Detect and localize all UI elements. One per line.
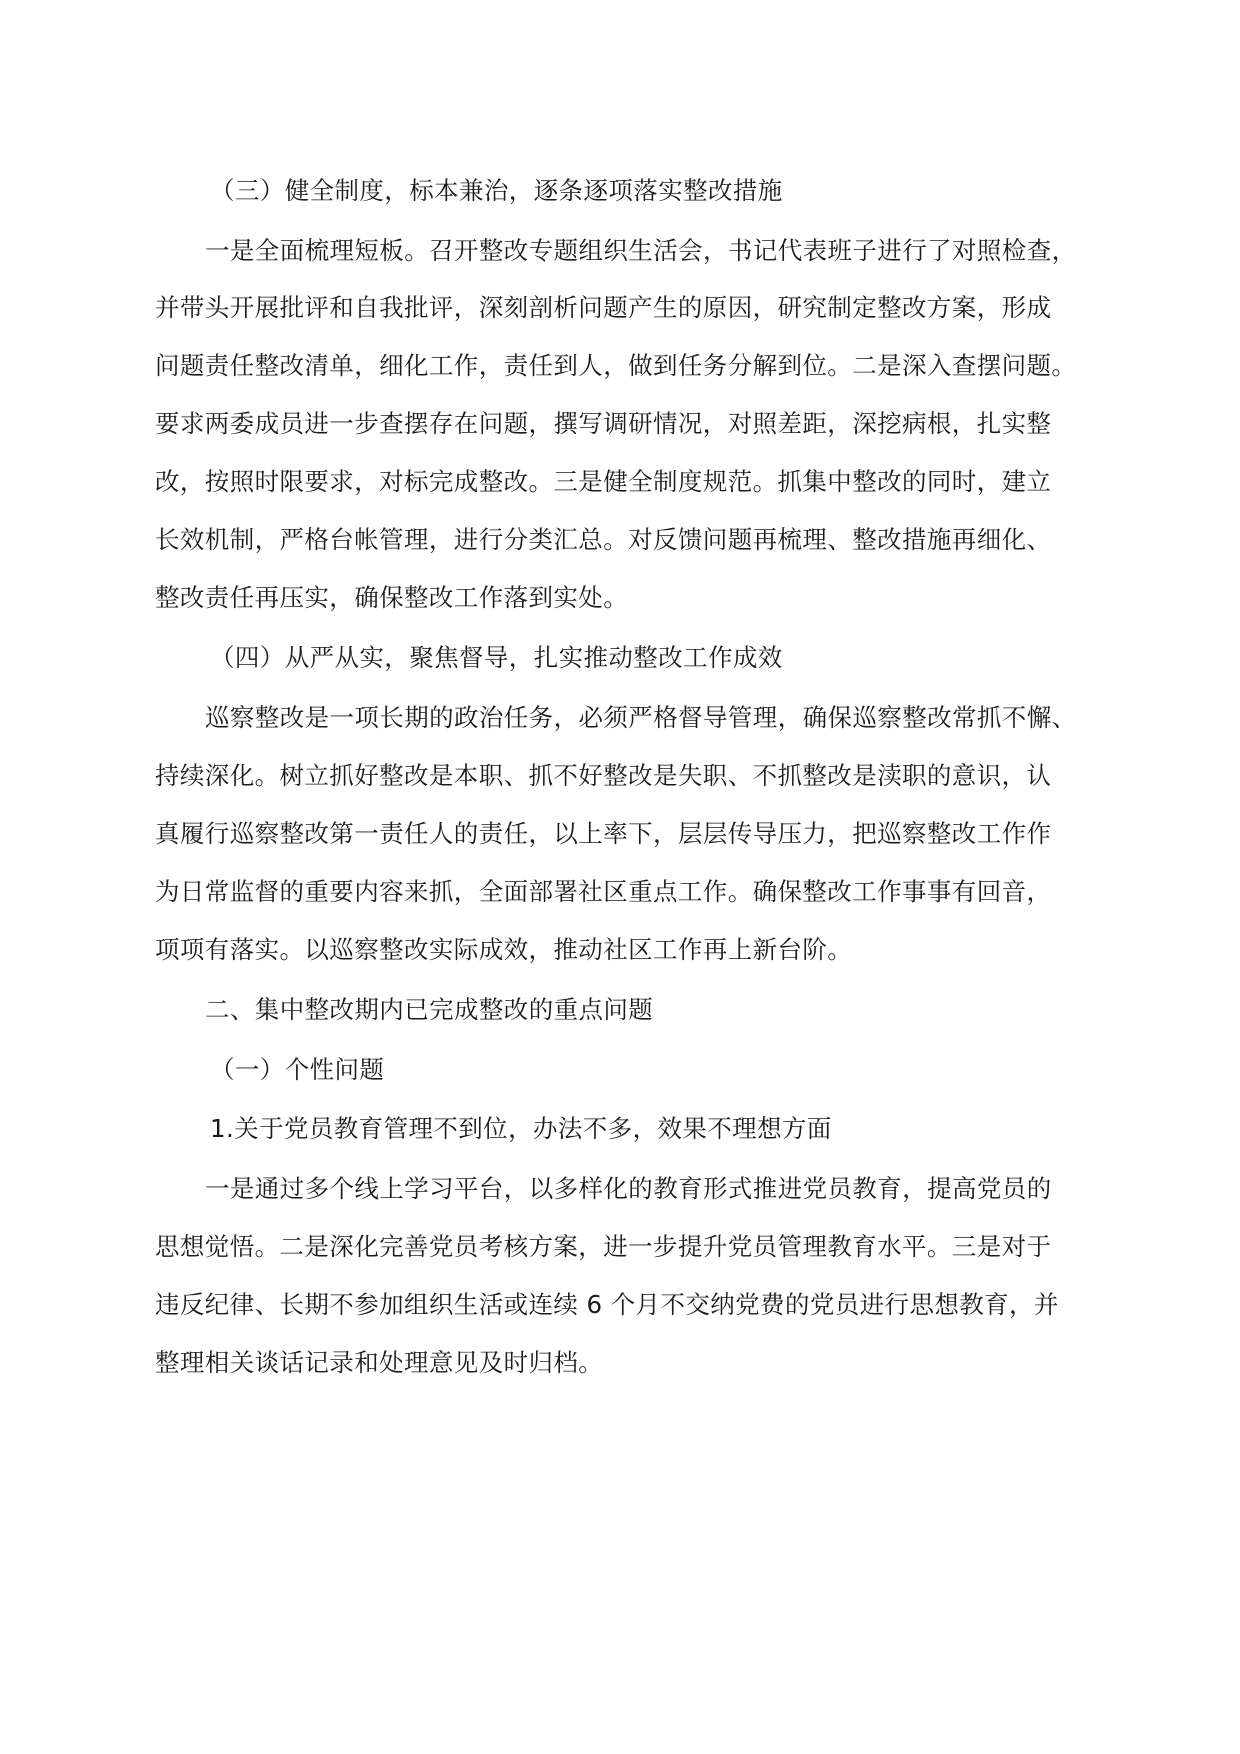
paragraph-line: 巡察整改是一项长期的政治任务，必须严格督导管理，确保巡察整改常抓不懈、 [205,703,1077,732]
paragraph-line: 整改责任再压实，确保整改工作落到实处。 [155,583,629,612]
paragraph-line: 违反纪律、长期不参加组织生活或连续 6 个月不交纳党费的党员进行思想教育，并 [155,1290,1059,1319]
paragraph-line: 问题责任整改清单，细化工作，责任到人，做到任务分解到位。二是深入查摆问题。 [155,351,1077,380]
paragraph-line: 长效机制，严格台帐管理，进行分类汇总。对反馈问题再梳理、整改措施再细化、 [155,525,1052,554]
item-heading: 1.关于党员教育管理不到位，办法不多，效果不理想方面 [210,1114,832,1143]
section-heading-4: （四）从严从实，聚焦督导，扎实推动整改工作成效 [210,643,783,672]
paragraph-line: 整理相关谈话记录和处理意见及时归档。 [155,1348,604,1377]
paragraph-line: 要求两委成员进一步查摆存在问题，撰写调研情况，对照差距，深挖病根，扎实整 [155,409,1052,438]
paragraph-line: 并带头开展批评和自我批评，深刻剖析问题产生的原因，研究制定整改方案，形成 [155,293,1052,322]
paragraph-line: 一是通过多个线上学习平台，以多样化的教育形式推进党员教育，提高党员的 [205,1174,1052,1203]
paragraph-line: 为日常监督的重要内容来抓，全面部署社区重点工作。确保整改工作事事有回音， [155,877,1052,906]
paragraph-line: 项项有落实。以巡察整改实际成效，推动社区工作再上新台阶。 [155,935,853,964]
paragraph-line: 真履行巡察整改第一责任人的责任，以上率下，层层传导压力，把巡察整改工作作 [155,819,1052,848]
paragraph-line: 改，按照时限要求，对标完成整改。三是健全制度规范。抓集中整改的同时，建立 [155,467,1052,496]
paragraph-line: 思想觉悟。二是深化完善党员考核方案，进一步提升党员管理教育水平。三是对于 [155,1232,1052,1261]
paragraph-line: 一是全面梳理短板。召开整改专题组织生活会，书记代表班子进行了对照检查， [205,236,1077,265]
chapter-heading: 二、集中整改期内已完成整改的重点问题 [205,995,654,1024]
section-heading-3: （三）健全制度，标本兼治，逐条逐项落实整改措施 [210,176,783,205]
subsection-heading: （一）个性问题 [210,1055,385,1084]
paragraph-line: 持续深化。树立抓好整改是本职、抓不好整改是失职、不抓整改是渎职的意识，认 [155,761,1052,790]
